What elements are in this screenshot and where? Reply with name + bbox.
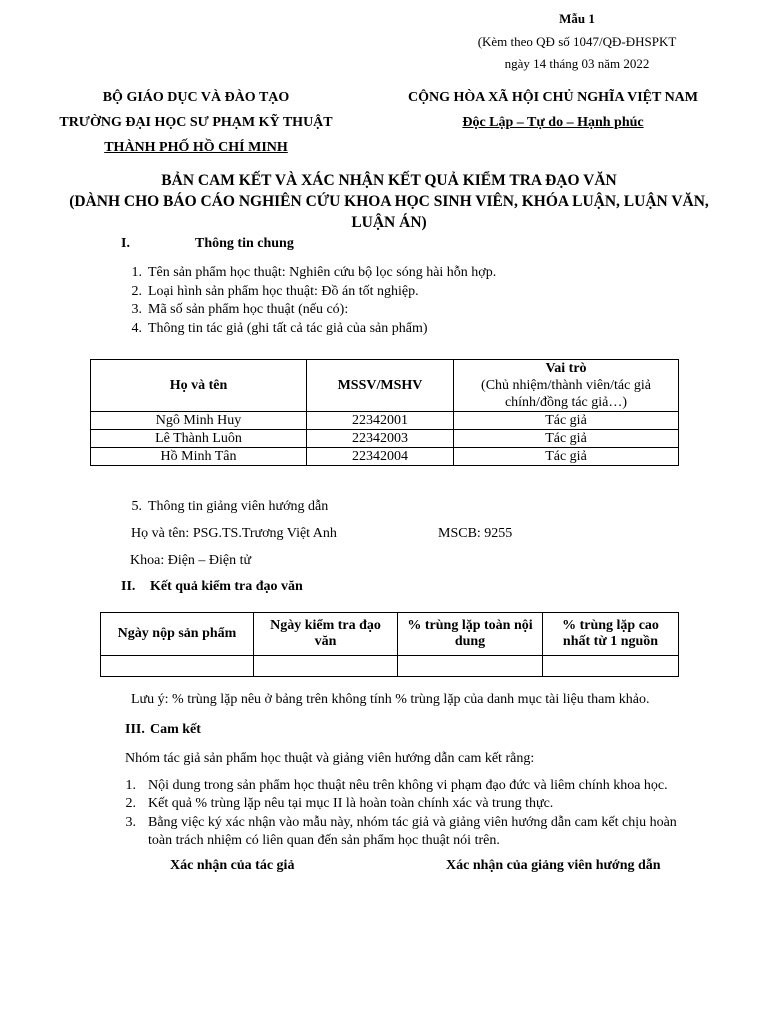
commitment-intro: Nhóm tác giả sản phẩm học thuật và giảng viên hướng dẫn cam kết rằng:	[125, 751, 535, 766]
list-item: 1. Tên sản phẩm học thuật: Nghiên cứu bộ lọc sóng hài hỗn hợp.	[131, 265, 497, 280]
section-3-heading: Cam kết	[150, 722, 201, 737]
list-item: 3. Mã số sản phẩm học thuật (nếu có):	[131, 302, 349, 317]
author-name: Lê Thành Luôn	[91, 430, 307, 448]
author-id: 22342003	[307, 430, 454, 448]
list-item: 2. Loại hình sản phẩm học thuật: Đồ án tốt nghiệp.	[131, 284, 419, 299]
author-info-label: Thông tin tác giả (ghi tất cả tác giả của sản phẩm)	[148, 321, 428, 336]
table-row	[91, 412, 679, 430]
author-name: Hồ Minh Tân	[91, 448, 307, 466]
author-id: 22342004	[307, 448, 454, 466]
header-check-date-l1: Ngày kiểm tra đạo	[270, 618, 381, 633]
author-role: Tác giả	[454, 448, 679, 466]
plagiarism-result-table	[100, 612, 679, 677]
product-name: Tên sản phẩm học thuật: Nghiên cứu bộ lọc sóng hài hỗn hợp.	[148, 265, 497, 280]
ministry-name: BỘ GIÁO DỤC VÀ ĐÀO TẠO	[102, 90, 290, 105]
note-text: Lưu ý: % trùng lặp nêu ở bảng trên không tính % trùng lặp của danh mục tài liệu tham khảo.	[131, 692, 650, 707]
header-submit-date	[101, 613, 254, 656]
nation-block	[400, 85, 706, 135]
section-1-heading: Thông tin chung	[195, 236, 294, 251]
header-total-similarity-l1: % trùng lặp toàn nội	[407, 618, 533, 633]
advisor-mscb: MSCB: 9255	[438, 526, 513, 541]
commitment-2: Kết quả % trùng lặp nêu tại mục II là hoàn toàn chính xác và trung thực.	[148, 796, 554, 811]
form-decision-date: ngày 14 tháng 03 năm 2022	[504, 56, 650, 71]
product-code: Mã số sản phẩm học thuật (nếu có):	[148, 302, 349, 317]
section-2-heading: Kết quả kiểm tra đạo văn	[150, 579, 303, 594]
list-item: 2. Kết quả % trùng lặp nêu tại mục II là hoàn toàn chính xác và trung thực.	[125, 796, 554, 811]
commitment-1: Nội dung trong sản phẩm học thuật nêu trên không vi phạm đạo đức và liêm chính khoa học.	[148, 778, 668, 793]
author-id: 22342001	[307, 412, 454, 430]
header-role-line2: chính/đồng tác giả…)	[504, 395, 628, 410]
table-row	[91, 448, 679, 466]
header-max-single-source	[543, 613, 679, 656]
header-full-name: Họ và tên	[91, 360, 307, 412]
author-signature-label: Xác nhận của tác giả	[170, 858, 295, 873]
author-role: Tác giả	[454, 412, 679, 430]
advisor-item	[124, 498, 328, 516]
section-1-number: I.	[121, 236, 130, 251]
advisor-signature-label: Xác nhận của giảng viên hướng dẫn	[446, 858, 661, 873]
list-item: 4. Thông tin tác giả (ghi tất cả tác giả của sản phẩm)	[131, 321, 428, 336]
header-check-date	[254, 613, 398, 656]
document-title	[60, 170, 718, 233]
university-city: THÀNH PHỐ HỒ CHÍ MINH	[104, 140, 288, 155]
university-name: TRƯỜNG ĐẠI HỌC SƯ PHẠM KỸ THUẬT	[59, 115, 333, 130]
advisor-faculty: Khoa: Điện – Điện tử	[130, 553, 252, 568]
ministry-block	[44, 85, 348, 160]
advisor-item-number: 5.	[131, 499, 142, 514]
header-role-title: Vai trò	[545, 361, 587, 376]
submit-date-cell[interactable]	[101, 656, 254, 677]
check-date-cell[interactable]	[254, 656, 398, 677]
table-row	[91, 430, 679, 448]
header-role	[454, 360, 679, 412]
advisor-item-label: Thông tin giảng viên hướng dẫn	[148, 499, 329, 514]
table-header-row	[91, 360, 679, 412]
header-total-similarity-l2: dung	[454, 634, 486, 649]
table-header-row	[101, 613, 679, 656]
header-max-single-source-l2: nhất từ 1 nguồn	[562, 634, 659, 649]
header-check-date-l2: văn	[314, 634, 337, 649]
nation-motto: Độc Lập – Tự do – Hạnh phúc	[462, 115, 644, 130]
list-item: 1. Nội dung trong sản phẩm học thuật nêu trên không vi phạm đạo đức và liêm chính khoa học.	[125, 778, 668, 793]
section-3-number: III.	[125, 722, 145, 737]
nation-name: CỘNG HÒA XÃ HỘI CHỦ NGHĨA VIỆT NAM	[407, 90, 698, 105]
form-attach-decision: (Kèm theo QĐ số 1047/QĐ-ĐHSPKT	[477, 33, 677, 49]
table-row	[101, 656, 679, 677]
title-line-3: LUẬN ÁN)	[351, 214, 427, 231]
title-line-1: BẢN CAM KẾT VÀ XÁC NHẬN KẾT QUẢ KIỂM TRA ĐẠO VĂN	[161, 172, 617, 189]
commitment-3: Bằng việc ký xác nhận vào mẫu này, nhóm tác giả và giảng viên hướng dẫn cam kết chịu hoàn	[148, 815, 677, 830]
advisor-name: Họ và tên: PSG.TS.Trương Việt Anh	[131, 526, 337, 541]
title-line-2: (DÀNH CHO BÁO CÁO NGHIÊN CỨU KHOA HỌC SINH VIÊN, KHÓA LUẬN, LUẬN VĂN,	[69, 193, 709, 210]
form-number: Mẫu 1	[559, 11, 595, 26]
section-2-number: II.	[121, 579, 136, 594]
list-item: 3. Bằng việc ký xác nhận vào mẫu này, nhóm tác giả và giảng viên hướng dẫn cam kết chịu hoàn	[125, 815, 677, 830]
author-table	[90, 359, 679, 466]
author-role: Tác giả	[454, 430, 679, 448]
form-header	[470, 8, 684, 76]
header-role-line1: (Chủ nhiệm/thành viên/tác giả	[481, 378, 651, 393]
header-max-single-source-l1: % trùng lặp cao	[562, 618, 659, 633]
header-total-similarity	[398, 613, 543, 656]
total-similarity-cell[interactable]	[398, 656, 543, 677]
commitment-3-continued: toàn trách nhiệm có liên quan đến sản phẩm học thuật nói trên.	[148, 833, 500, 848]
max-single-source-cell[interactable]	[543, 656, 679, 677]
header-submit-date-text: Ngày nộp sản phẩm	[117, 626, 237, 641]
author-name: Ngô Minh Huy	[91, 412, 307, 430]
product-type: Loại hình sản phẩm học thuật: Đồ án tốt nghiệp.	[148, 284, 419, 299]
header-student-id: MSSV/MSHV	[307, 360, 454, 412]
